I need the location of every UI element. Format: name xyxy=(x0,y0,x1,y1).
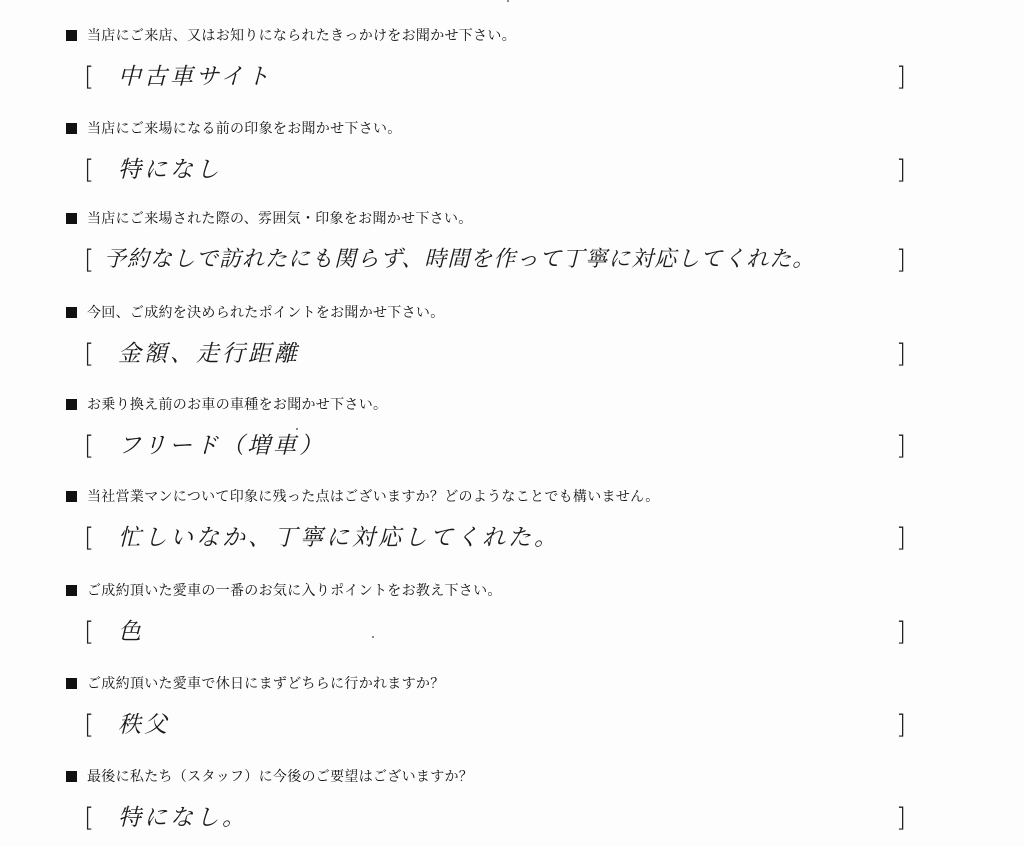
handwritten-answer: 色 xyxy=(118,619,144,645)
close-bracket: ] xyxy=(896,803,907,833)
survey-item xyxy=(0,765,1024,857)
survey-item xyxy=(0,24,1024,116)
question-text: 当店にご来場された際の、雰囲気・印象をお聞かせ下さい。 xyxy=(87,211,473,227)
square-bullet-icon xyxy=(66,771,77,782)
handwritten-answer: 金額、走行距離 xyxy=(118,341,300,367)
question-row xyxy=(66,579,502,601)
close-bracket: ] xyxy=(896,617,907,647)
handwritten-answer: 中古車サイト xyxy=(118,64,273,90)
scan-speck xyxy=(507,0,509,2)
question-row xyxy=(66,393,387,415)
handwritten-answer: 予約なしで訪れたにも関らず、時間を作って丁寧に対応してくれた。 xyxy=(104,247,816,272)
close-bracket: ] xyxy=(896,523,907,553)
question-text: 当店にご来店、又はお知りになられたきっかけをお聞かせ下さい。 xyxy=(87,28,516,44)
question-row xyxy=(66,117,402,139)
open-bracket: [ xyxy=(84,803,95,833)
question-row xyxy=(66,765,473,787)
question-text: ご成約頂いた愛車で休日にまずどちらに行かれますか？ xyxy=(87,676,445,692)
survey-item xyxy=(0,485,1024,577)
question-text: お乗り換え前のお車の車種をお聞かせ下さい。 xyxy=(87,397,388,413)
square-bullet-icon xyxy=(66,213,77,224)
open-bracket: [ xyxy=(84,245,95,275)
survey-item xyxy=(0,672,1024,764)
square-bullet-icon xyxy=(66,585,77,596)
open-bracket: [ xyxy=(84,339,95,369)
close-bracket: ] xyxy=(896,62,907,92)
close-bracket: ] xyxy=(896,431,907,461)
close-bracket: ] xyxy=(896,710,907,740)
open-bracket: [ xyxy=(84,431,95,461)
question-text: 当店にご来場になる前の印象をお聞かせ下さい。 xyxy=(87,121,402,137)
square-bullet-icon xyxy=(66,491,77,502)
open-bracket: [ xyxy=(84,155,95,185)
square-bullet-icon xyxy=(66,307,77,318)
survey-item xyxy=(0,579,1024,671)
scan-speck xyxy=(296,428,298,430)
question-row xyxy=(66,301,445,323)
handwritten-answer: 特になし。 xyxy=(118,805,248,831)
handwritten-answer: 秩父 xyxy=(118,712,170,738)
square-bullet-icon xyxy=(66,678,77,689)
question-text: ご成約頂いた愛車の一番のお気に入りポイントをお教え下さい。 xyxy=(87,583,502,599)
question-text: 最後に私たち（スタッフ）に今後のご要望はございますか？ xyxy=(87,769,474,785)
question-text: 今回、ご成約を決められたポイントをお聞かせ下さい。 xyxy=(87,305,445,321)
survey-item xyxy=(0,301,1024,393)
close-bracket: ] xyxy=(896,155,907,185)
question-text: 当社営業マンについて印象に残った点はございますか？どのようなことでも構いません。 xyxy=(87,489,660,505)
question-row xyxy=(66,485,660,507)
handwritten-answer: 特になし xyxy=(118,157,222,183)
close-bracket: ] xyxy=(896,245,907,275)
square-bullet-icon xyxy=(66,123,77,134)
question-row xyxy=(66,672,445,694)
open-bracket: [ xyxy=(84,617,95,647)
square-bullet-icon xyxy=(66,399,77,410)
square-bullet-icon xyxy=(66,30,77,41)
open-bracket: [ xyxy=(84,62,95,92)
survey-item xyxy=(0,393,1024,485)
question-row xyxy=(66,24,516,46)
scan-speck xyxy=(372,636,374,638)
question-row xyxy=(66,207,473,229)
survey-item xyxy=(0,207,1024,299)
open-bracket: [ xyxy=(84,523,95,553)
survey-item xyxy=(0,117,1024,209)
close-bracket: ] xyxy=(896,339,907,369)
open-bracket: [ xyxy=(84,710,95,740)
handwritten-answer: 忙しいなか、丁寧に対応してくれた。 xyxy=(118,525,560,551)
handwritten-answer: フリード（増車） xyxy=(118,433,326,459)
